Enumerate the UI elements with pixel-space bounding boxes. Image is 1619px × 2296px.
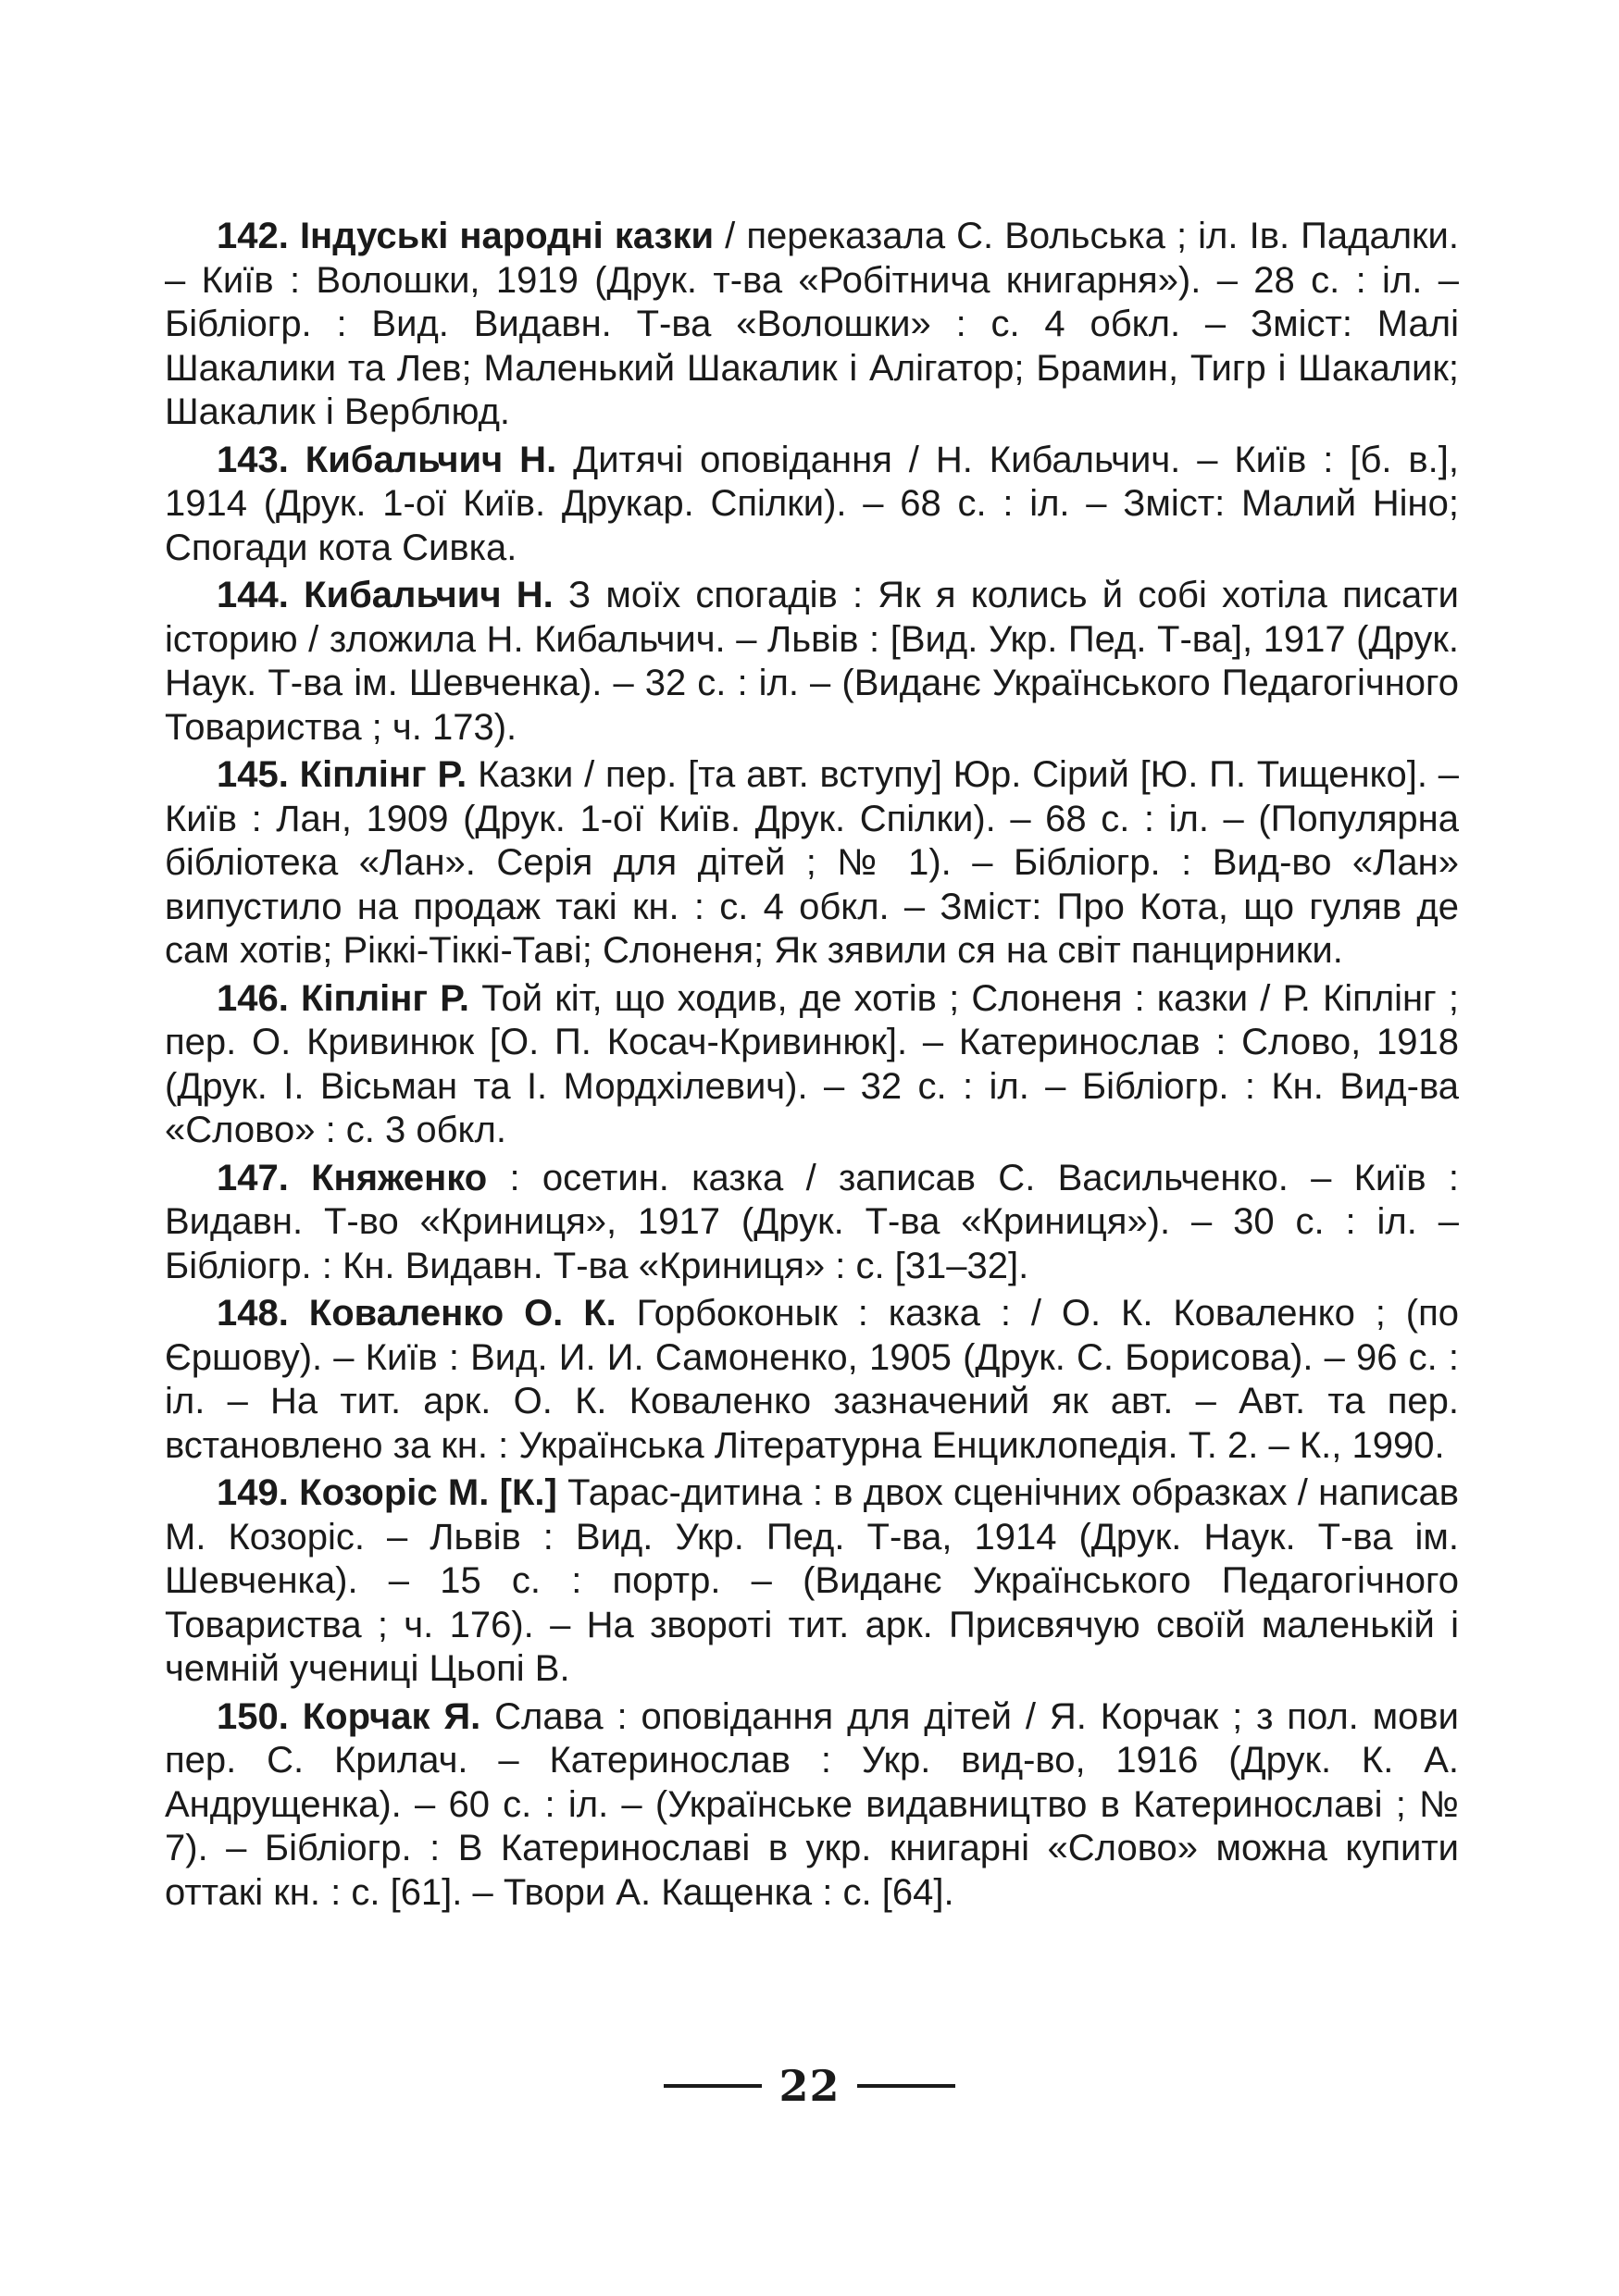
entry-heading: Кіплінг Р. [299,754,467,795]
bibliography-entry-149 [165,1471,1459,1692]
entry-heading: Індуські народні казки [299,216,715,256]
bibliography-entry-144 [165,574,1459,750]
entry-heading: Корчак Я. [302,1695,481,1737]
entry-heading: Кибальчич Н. [304,575,554,615]
entry-text: Тарас-дитина : в двох сценічних образках / написав М. Козоріс. – Львів : Вид. Укр. Пед. Т-ва, 1914 (Друк. Наук. Т-ва ім. Шевченка). – 15 с. : портр. – (Виданє Українського Педагогічного Товариства ; ч. 176). – На звороті тит. арк. Присвячую своїй маленькій і чемній учениці Цьопі В. [165,1472,1460,1689]
entry-number: 146. [217,977,289,1019]
bibliography-entry-146 [165,977,1459,1153]
entry-text: Слава : оповідання для дітей / Я. Корчак ; з пол. мови пер. С. Крилач. – Катеринослав : Укр. вид-во, 1916 (Друк. К. А. Андрущенка). – 60 с. : іл. – (Українське видавництво в Катеринославі ; № 7). – Бібліогр. : В Катеринославі в укр. книгарні «Слово» можна купити оттакі кн. : с. [61]. – Твори А. Кащенка : с. [64]. [165,1695,1459,1913]
bibliography-list [165,215,1459,1918]
entry-text: Казки / пер. [та авт. вступу] Юр. Сірий [Ю. П. Тищенко]. – Київ : Лан, 1909 (Друк. 1-ої Київ. Друк. Спілки). – 68 с. : іл. – (Популярна бібліотека «Лан». Серія для дітей ; № 1). – Бібліогр. : Вид-во «Лан» випустило на продаж такі кн. : с. 4 обкл. – Зміст: Про Кота, що гуляв де сам хотів; Ріккі-Тіккі-Таві; Слоненя; Як зявили ся на світ панцирники. [165,754,1460,971]
entry-text: Дитячі оповідання / Н. Кибальчич. – Київ : [б. в.], 1914 (Друк. 1-ої Київ. Друкар. Спілки). – 68 с. : іл. – Зміст: Малий Ніно; Спогади кота Сивка. [165,439,1459,568]
entry-text: Той кіт, що ходив, де хотів ; Слоненя : казки / Р. Кіплінг ; пер. О. Кривинюк [О. П. Косач-Кривинюк]. – Катеринослав : Слово, 1918 (Друк. І. Вісьман та І. Мордхілевич). – 32 с. : іл. – Бібліогр. : Кн. Вид-ва «Слово» : с. 3 обкл. [165,977,1459,1150]
bibliography-entry-145 [165,753,1459,974]
entry-number: 147. [217,1157,289,1198]
entry-heading: Княженко [311,1157,488,1198]
entry-number: 143. [217,439,289,480]
entry-heading: Коваленко О. К. [308,1293,616,1334]
entry-text: З моїх спогадів : Як я колись й собі хотіла писати історию / зложила Н. Кибальчич. – Львів : [Вид. Укр. Пед. Т-ва], 1917 (Друк. Наук. Т-ва ім. Шевченка). – 32 с. : іл. – (Виданє Українського Педагогічного Товариства ; ч. 173). [165,575,1459,748]
bibliography-entry-142 [165,215,1459,435]
page-footer [0,2058,1619,2114]
bibliography-entry-150 [165,1695,1459,1916]
entry-number: 148. [217,1293,289,1334]
entry-number: 149. [217,1472,289,1513]
entry-number: 142. [217,216,289,256]
entry-number: 150. [217,1695,289,1737]
entry-number: 145. [217,754,289,795]
entry-text: : осетин. казка / записав С. Васильченко. – Київ : Видавн. Т-во «Криниця», 1917 (Друк. Т-ва «Криниця»). – 30 с. : іл. – Бібліогр. : Кн. Видавн. Т-ва «Криниця» : с. [31–32]. [165,1157,1459,1286]
footer-rule-left [664,2084,762,2088]
bibliography-entry-143 [165,439,1459,571]
entry-text: / переказала С. Вольська ; іл. Ів. Падалки. – Київ : Волошки, 1919 (Друк. т-ва «Робітнича книгарня»). – 28 с. : іл. – Бібліогр. : Вид. Видавн. Т-ва «Волошки» : с. 4 обкл. – Зміст: Малі Шакалики та Лев; Маленький Шакалик і Алігатор; Брамин, Тигр і Шакалик; Шакалик і Верблюд. [165,216,1459,432]
entry-heading: Кіплінг Р. [301,977,470,1019]
entry-number: 144. [217,575,289,615]
entry-text: Горбоконык : казка : / О. К. Коваленко ; (по Єршову). – Київ : Вид. И. И. Самоненко, 1905 (Друк. С. Борисова). – 96 с. : іл. – На тит. арк. О. К. Коваленко зазначений як авт. – Авт. та пер. встановлено за кн. : Українська Літературна Енциклопедія. Т. 2. – К., 1990. [165,1293,1459,1466]
bibliography-entry-147 [165,1157,1459,1289]
entry-heading: Кибальчич Н. [305,439,557,480]
bibliography-entry-148 [165,1292,1459,1468]
entry-heading: Козоріс М. [К.] [299,1472,557,1513]
footer-rule-right [857,2084,955,2088]
page-number: 22 [778,2061,841,2111]
